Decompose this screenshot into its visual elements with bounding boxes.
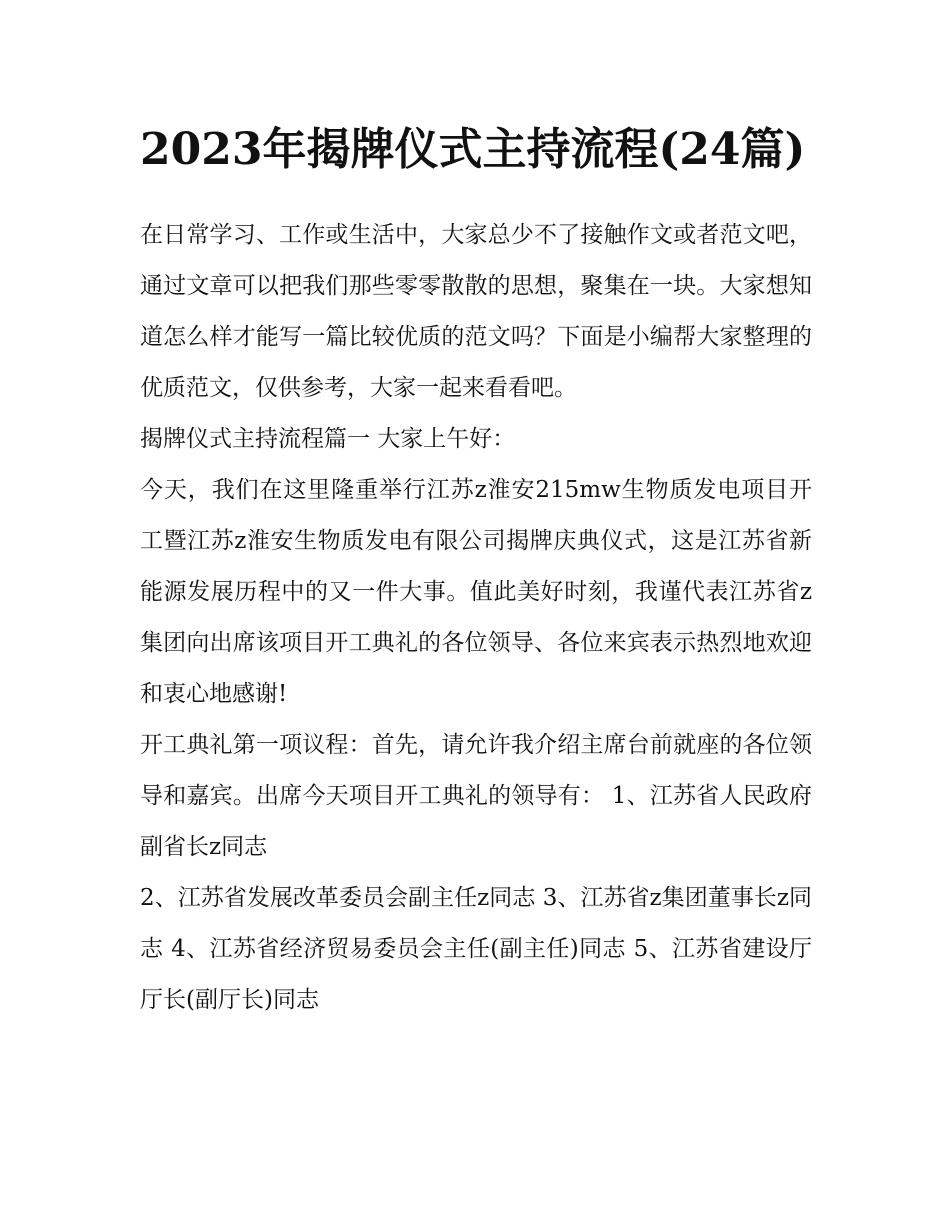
intro-paragraph: 在日常学习、工作或生活中，大家总少不了接触作文或者范文吧，通过文章可以把我们那些零零散散的思想，聚集在一块。大家想知道怎么样才能写一篇比较优质的范文吗？下面是小编帮大家整理的优质范文，仅供参考，大家一起来看看吧。 (140, 222, 812, 401)
section-heading-paragraph: 揭牌仪式主持流程篇一 大家上午好： (140, 426, 516, 452)
document-page (140, 112, 812, 1026)
document-title: 2023年揭牌仪式主持流程(24篇) (140, 124, 806, 175)
opening-speech-paragraph: 今天，我们在这里隆重举行江苏z淮安215mw生物质发电项目开工暨江苏z淮安生物质发电有限公司揭牌庆典仪式，这是江苏省新能源发展历程中的又一件大事。值此美好时刻，我谨代表江苏省z集团向出席该项目开工典礼的各位领导、各位来宾表示热烈地欢迎和衷心地感谢! (140, 477, 812, 707)
attendee-list-paragraph: 2、江苏省发展改革委员会副主任z同志 3、江苏省z集团董事长z同志 4、江苏省经济贸易委员会主任(副主任)同志 5、江苏省建设厅厅长(副厅长)同志 (140, 885, 812, 1013)
agenda-item-paragraph: 开工典礼第一项议程：首先，请允许我介绍主席台前就座的各位领导和嘉宾。出席今天项目开工典礼的领导有： 1、江苏省人民政府副省长z同志 (140, 732, 812, 860)
